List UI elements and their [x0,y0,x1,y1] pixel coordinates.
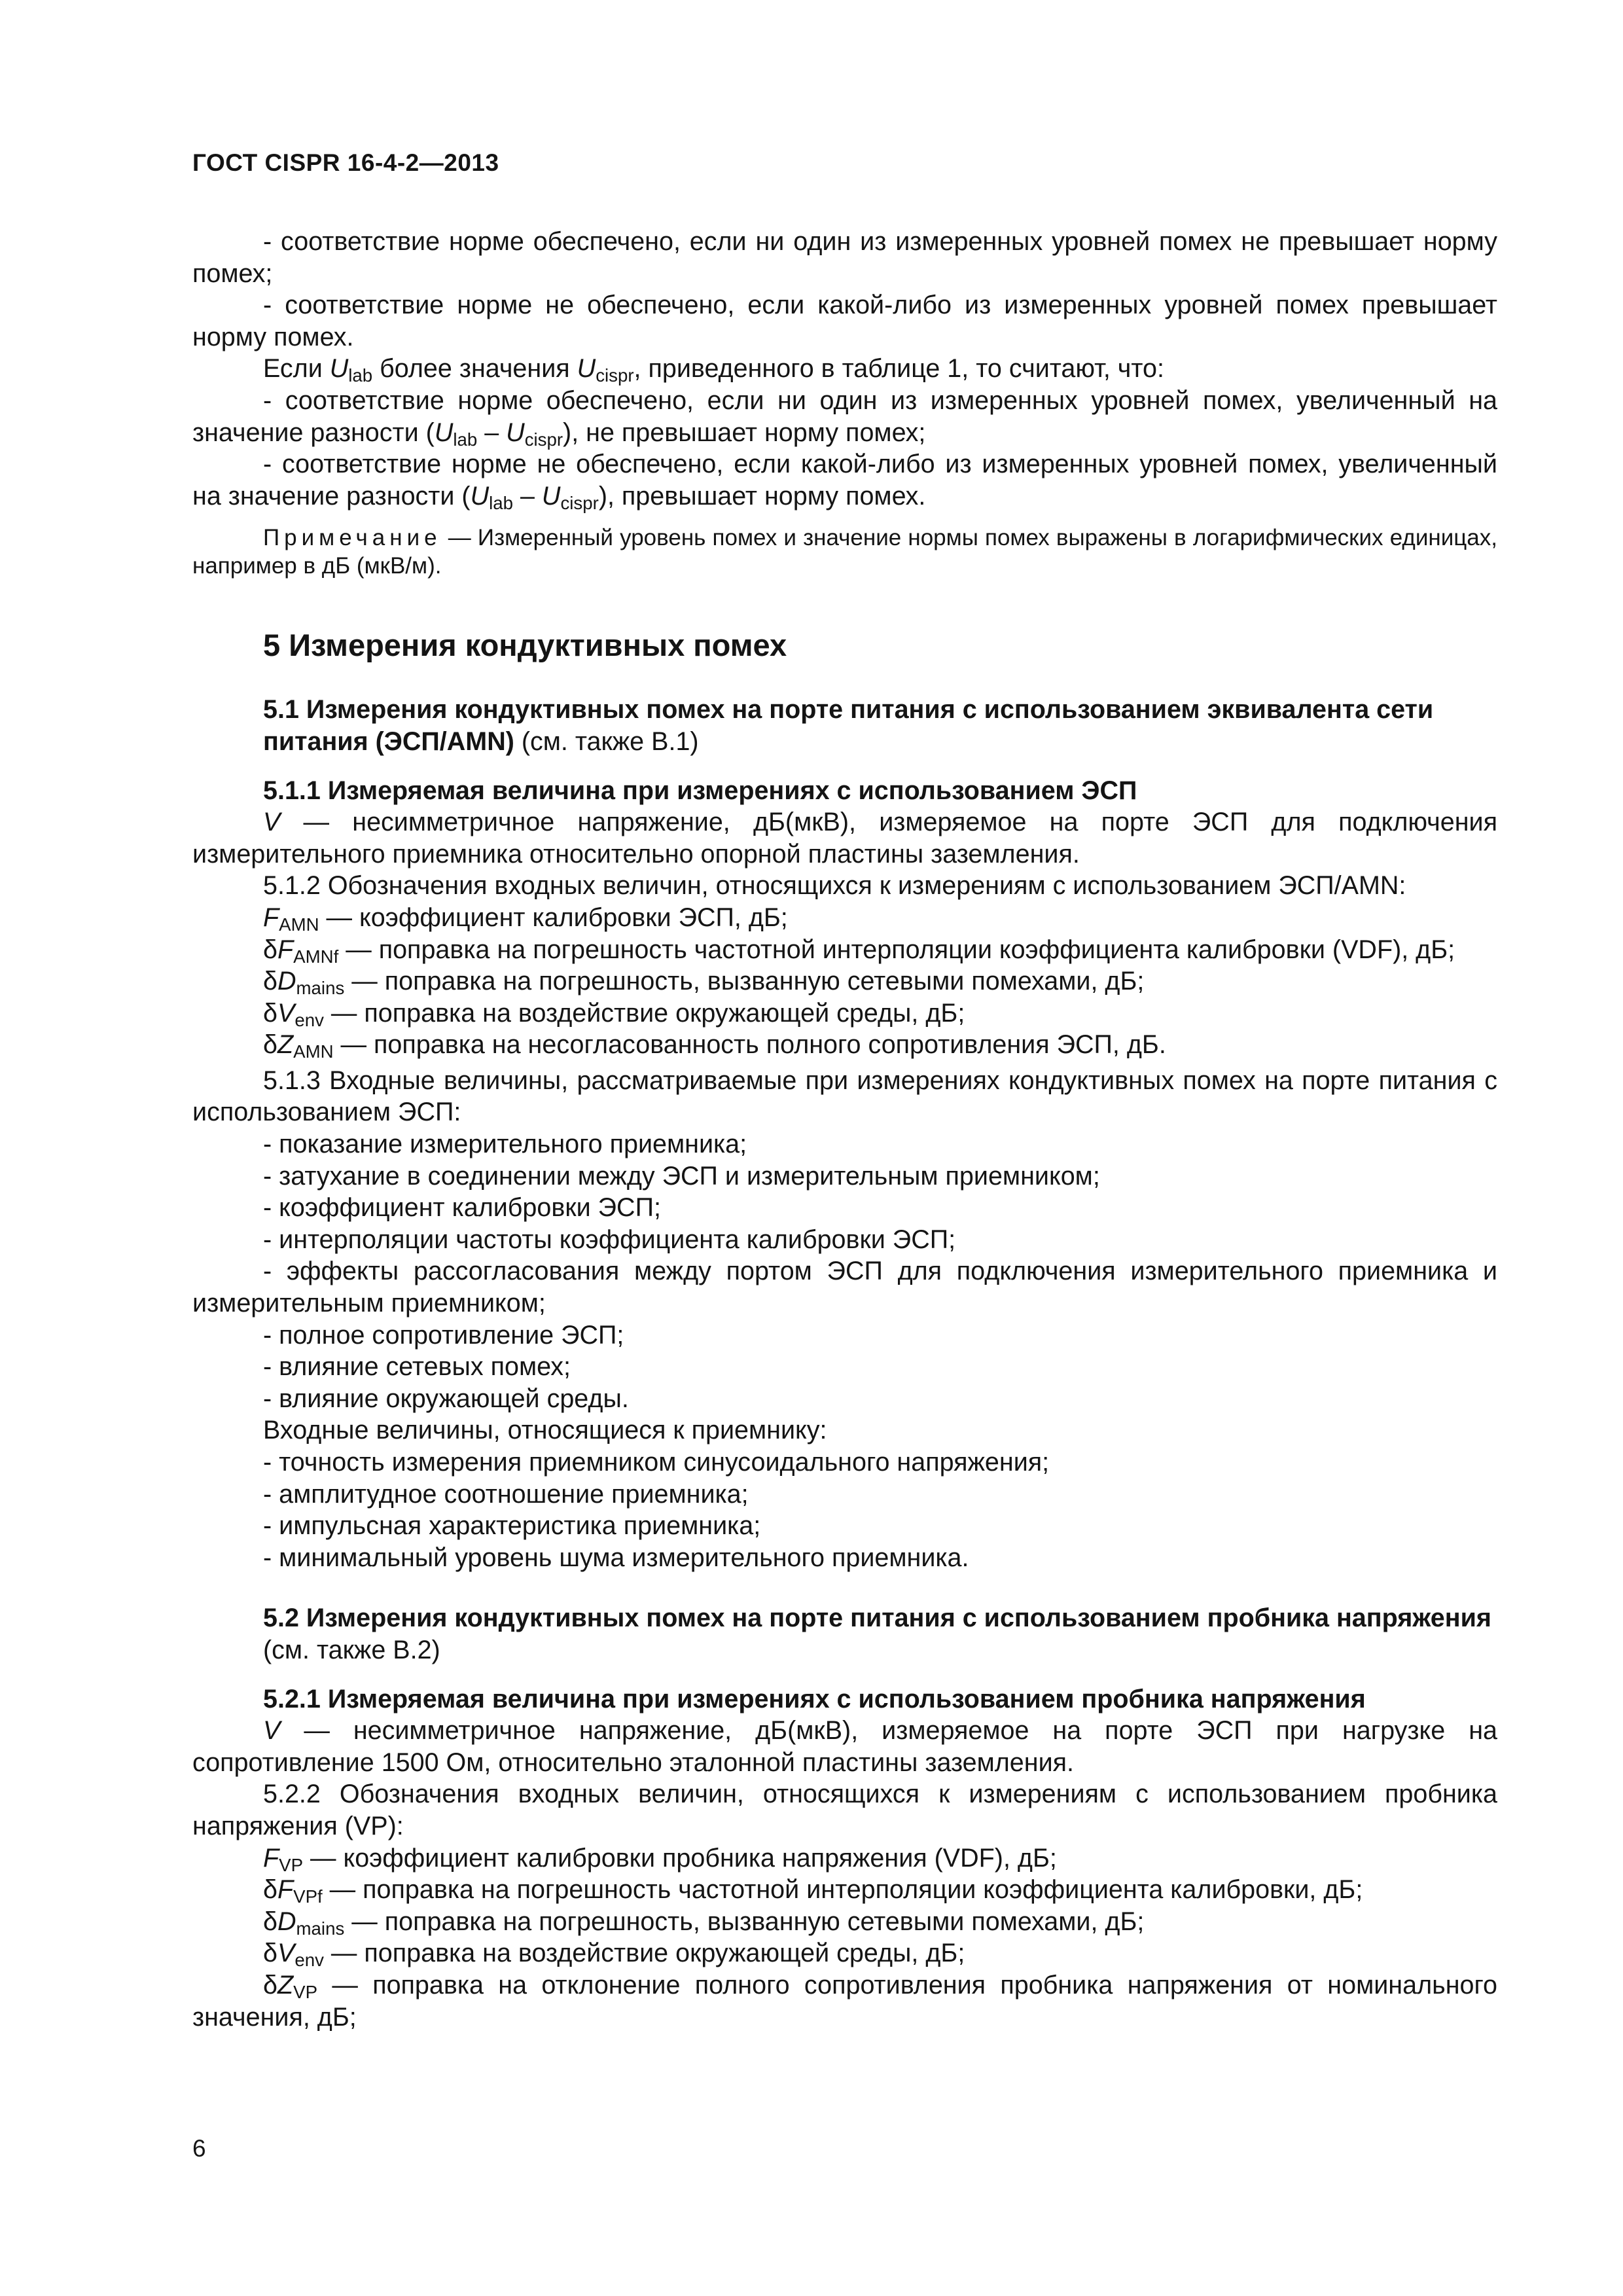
symbol-line: $F_{VP}$ — коэффициент калибровки пробника напряжения (VDF), дБ; [263,1843,1057,1875]
list-item: - амплитудное соотношение приемника; [263,1479,749,1509]
receiver-quantities-list [192,1446,1497,1573]
list-item: - точность измерения приемником синусоидального напряжения; [263,1448,1050,1477]
symbol-line: $\delta Z_{AMN}$ — поправка на несогласованность полного сопротивления ЭСП, дБ. [263,1030,1166,1062]
symbol-line: $\delta F_{AMNf}$ — поправка на погрешность частотной интерполяции коэффициента калибровки (VDF), дБ; [263,935,1455,967]
symbol-list [192,902,1497,1061]
paragraph: - соответствие норме обеспечено, если ни один из измеренных уровней помех не превышает норму помех; [192,227,1497,288]
section-5-1-3: 5.1.3 Входные величины, рассматриваемые при измерениях кондуктивных помех на порте питания с использованием ЭСП: [192,1066,1497,1127]
section-5-2-2: 5.2.2 Обозначения входных величин, относящихся к измерениям с использованием пробника напряжения (VP): [192,1780,1497,1840]
page-number: 6 [192,2135,206,2162]
paragraph: - соответствие норме не обеспечено, если какой-либо из измеренных уровней помех, увеличенный на значение разности $(U_{lab} - U_{cispr})$, превышает норму помех. [192,450,1497,513]
list-item: - эффекты рассогласования между портом ЭСП для подключения измерительного приемника и измерительным приемником; [192,1257,1497,1318]
input-quantities-list [192,1128,1497,1414]
paragraph-condition: Если $U_{lab}$ более значения $U_{cispr}$, приведенного в таблице 1, то считают, что: [263,354,1164,386]
section-5-1-2: 5.1.2 Обозначения входных величин, относящихся к измерениям с использованием ЭСП/AMN: [263,871,1406,901]
symbol-line: $\delta D_{mains}$ — поправка на погрешность, вызванную сетевыми помехами, дБ; [263,967,1145,998]
symbol-line: $F_{AMN}$ — коэффициент калибровки ЭСП, дБ; [263,903,788,935]
list-item: - показание измерительного приемника; [263,1130,747,1159]
symbol-line: $\delta D_{mains}$ — поправка на погрешность, вызванную сетевыми помехами, дБ; [263,1907,1145,1939]
list-item: - полное сопротивление ЭСП; [263,1320,624,1350]
symbol-line: $\delta Z_{VP}$ — поправка на отклонение полного сопротивления пробника напряжения от номинального значения, дБ; [192,1970,1497,2032]
receiver-intro: Входные величины, относящиеся к приемнику: [263,1416,827,1445]
section-5-2-title: 5.2 Измерения кондуктивных помех на порте питания с использованием пробника напряжения (см. также В.2) [263,1604,1491,1664]
list-item: - импульсная характеристика приемника; [263,1511,761,1541]
section-5-2-1-title: 5.2.1 Измеряемая величина при измерениях с использованием пробника напряжения [263,1684,1366,1713]
section-5-1-title: 5.1 Измерения кондуктивных помех на порте питания с использованием эквивалента сети питания (ЭСП/AMN) (см. также В.1) [263,695,1434,756]
symbol-list [192,1842,1497,2034]
paragraph: V — несимметричное напряжение, дБ(мкВ), измеряемое на порте ЭСП при нагрузке на сопротивление 1500 Ом, относительно эталонной пластины заземления. [192,1716,1497,1777]
paragraph: - соответствие норме не обеспечено, если какой-либо из измеренных уровней помех превышает норму помех. [192,291,1497,351]
list-item: - влияние сетевых помех; [263,1352,571,1382]
note: Примечание — Измеренный уровень помех и значение нормы помех выражены в логарифмических единицах, например в дБ (мкВ/м). [192,525,1497,579]
section-5-1-1-title: 5.1.1 Измеряемая величина при измерениях с использованием ЭСП [263,776,1137,805]
symbol-line: $\delta V_{env}$ — поправка на воздействие окружающей среды, дБ; [263,998,965,1030]
list-item: - интерполяции частоты коэффициента калибровки ЭСП; [263,1225,956,1254]
symbol-line: $\delta F_{VPf}$ — поправка на погрешность частотной интерполяции коэффициента калибровки, дБ; [263,1875,1363,1907]
symbol-line: $\delta V_{env}$ — поправка на воздействие окружающей среды, дБ; [263,1939,965,1971]
paragraph: V — несимметричное напряжение, дБ(мкВ), измеряемое на порте ЭСП для подключения измерительного приемника относительно опорной пластины заземления. [192,808,1497,869]
page-content [192,226,1497,2033]
list-item: - минимальный уровень шума измерительного приемника. [263,1543,969,1572]
note-label: Примечание [263,525,442,551]
list-item: - коэффициент калибровки ЭСП; [263,1193,661,1223]
paragraph: - соответствие норме обеспечено, если ни один из измеренных уровней помех, увеличенный на значение разности $(U_{lab} - U_{cispr})$, не превышает норму помех; [192,386,1497,450]
section-5-title: 5 Измерения кондуктивных помех [263,628,787,663]
list-item: - влияние окружающей среды. [263,1384,629,1413]
list-item: - затухание в соединении между ЭСП и измерительным приемником; [263,1161,1100,1191]
document-header: ГОСТ CISPR 16-4-2—2013 [192,149,499,176]
